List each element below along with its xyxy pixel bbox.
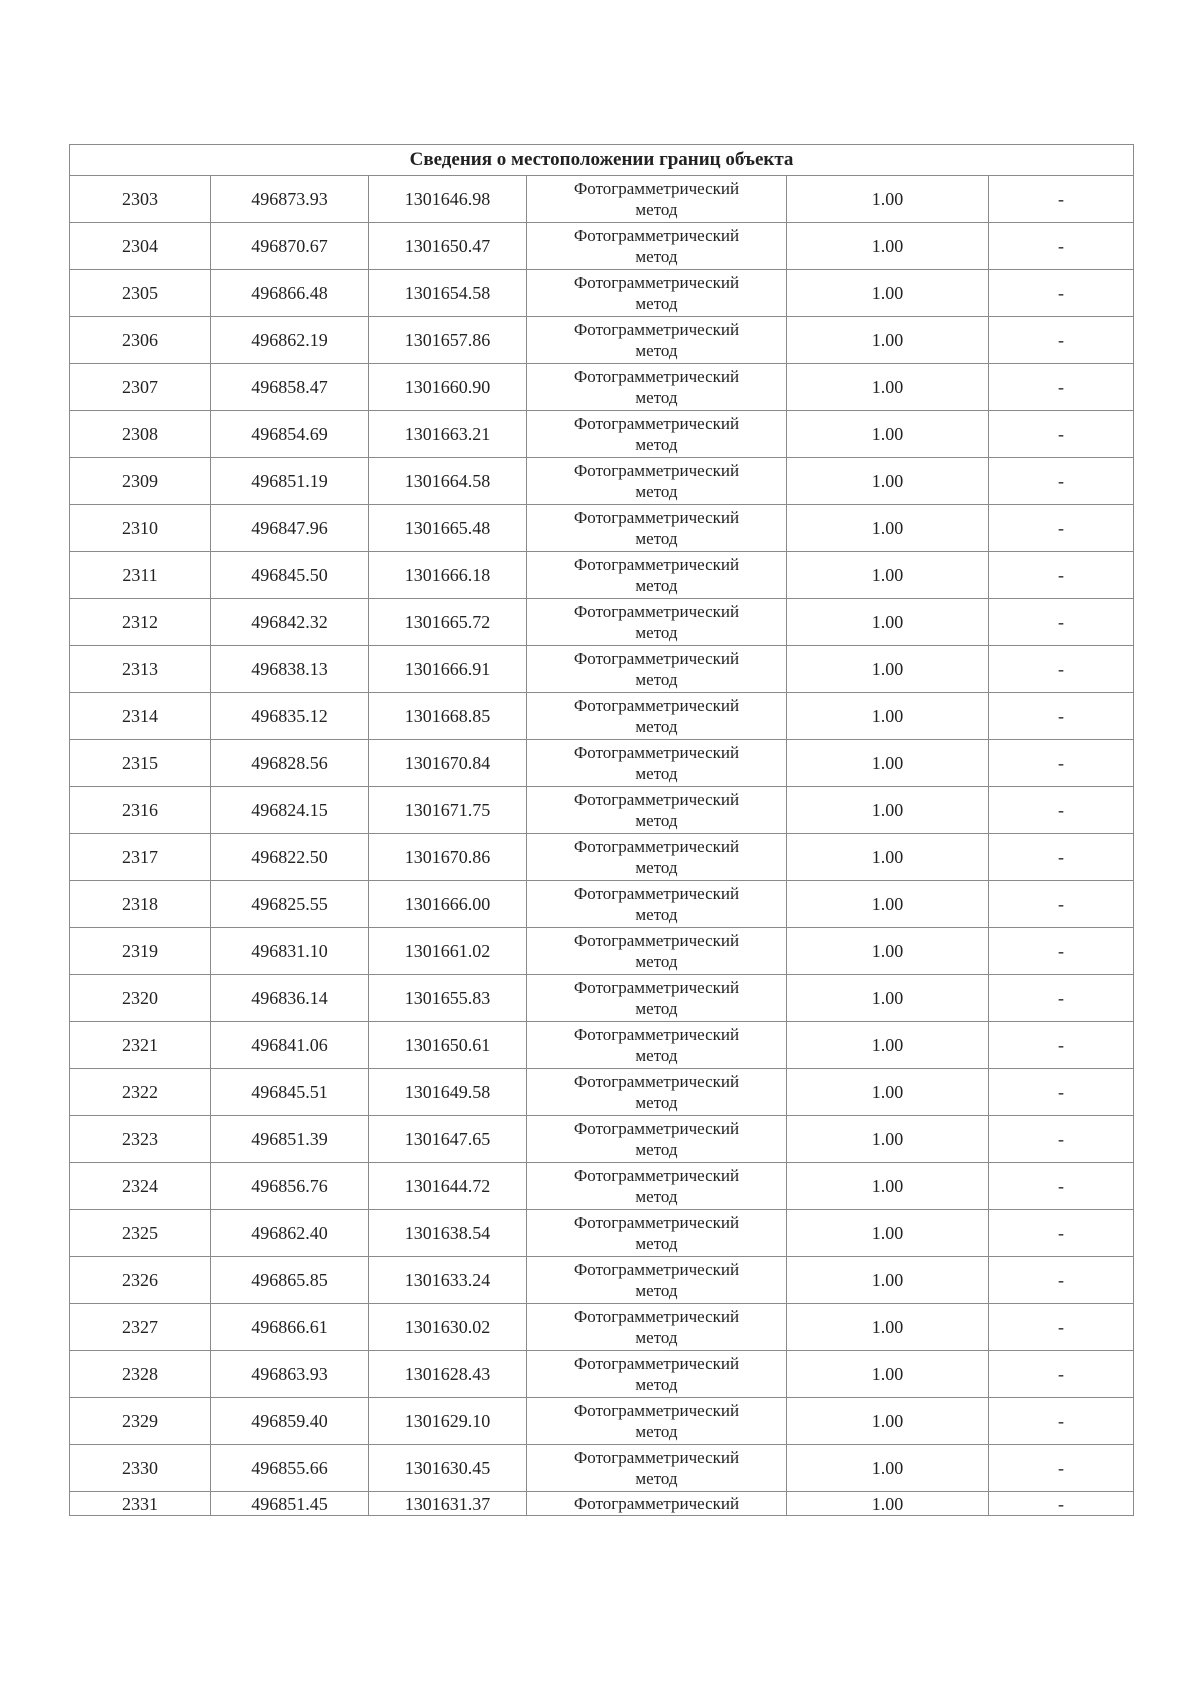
method-cell — [527, 693, 787, 740]
method-cell — [527, 599, 787, 646]
point-number-cell: 2311 — [70, 552, 211, 599]
accuracy-cell: 1.00 — [787, 458, 989, 505]
x-coordinate-cell: 496873.93 — [211, 176, 369, 223]
table-title-row — [70, 145, 1134, 176]
method-line-2: метод — [635, 1046, 678, 1065]
x-coordinate-cell: 496838.13 — [211, 646, 369, 693]
method-line-2: метод — [635, 1422, 678, 1441]
method-cell — [527, 270, 787, 317]
method-cell — [527, 1163, 787, 1210]
point-number-cell: 2305 — [70, 270, 211, 317]
accuracy-cell: 1.00 — [787, 317, 989, 364]
method-cell — [527, 787, 787, 834]
method-cell — [527, 552, 787, 599]
point-number-cell: 2318 — [70, 881, 211, 928]
y-coordinate-cell: 1301660.90 — [369, 364, 527, 411]
point-number-cell: 2321 — [70, 1022, 211, 1069]
accuracy-cell: 1.00 — [787, 1304, 989, 1351]
accuracy-cell: 1.00 — [787, 787, 989, 834]
method-line-2: метод — [635, 576, 678, 595]
accuracy-cell: 1.00 — [787, 1257, 989, 1304]
note-cell: - — [989, 270, 1134, 317]
accuracy-cell: 1.00 — [787, 505, 989, 552]
y-coordinate-cell: 1301666.91 — [369, 646, 527, 693]
table-row — [70, 505, 1134, 552]
note-cell: - — [989, 1304, 1134, 1351]
table-row — [70, 834, 1134, 881]
table-row — [70, 1445, 1134, 1492]
method-cell — [527, 1257, 787, 1304]
method-cell — [527, 740, 787, 787]
note-cell: - — [989, 1022, 1134, 1069]
boundary-coordinates-table — [69, 144, 1134, 1516]
method-line-2: метод — [635, 905, 678, 924]
note-cell: - — [989, 975, 1134, 1022]
point-number-cell: 2314 — [70, 693, 211, 740]
point-number-cell: 2313 — [70, 646, 211, 693]
method-line-2: метод — [635, 952, 678, 971]
table-row — [70, 1210, 1134, 1257]
y-coordinate-cell: 1301668.85 — [369, 693, 527, 740]
method-line-1: Фотограмметрический — [573, 273, 740, 292]
method-cell — [527, 1210, 787, 1257]
y-coordinate-cell: 1301654.58 — [369, 270, 527, 317]
y-coordinate-cell: 1301647.65 — [369, 1116, 527, 1163]
point-number-cell: 2319 — [70, 928, 211, 975]
x-coordinate-cell: 496870.67 — [211, 223, 369, 270]
point-number-cell: 2308 — [70, 411, 211, 458]
accuracy-cell: 1.00 — [787, 599, 989, 646]
y-coordinate-cell: 1301665.48 — [369, 505, 527, 552]
table-row — [70, 881, 1134, 928]
method-line-2: метод — [635, 1093, 678, 1112]
note-cell: - — [989, 1445, 1134, 1492]
x-coordinate-cell: 496835.12 — [211, 693, 369, 740]
method-line-1: Фотограмметрический — [573, 790, 740, 809]
method-line-1: Фотограмметрический — [573, 1072, 740, 1091]
point-number-cell: 2312 — [70, 599, 211, 646]
x-coordinate-cell: 496847.96 — [211, 505, 369, 552]
note-cell: - — [989, 411, 1134, 458]
y-coordinate-cell: 1301663.21 — [369, 411, 527, 458]
point-number-cell: 2323 — [70, 1116, 211, 1163]
y-coordinate-cell: 1301630.45 — [369, 1445, 527, 1492]
method-cell — [527, 1445, 787, 1492]
y-coordinate-cell: 1301657.86 — [369, 317, 527, 364]
point-number-cell: 2315 — [70, 740, 211, 787]
method-cell — [527, 364, 787, 411]
method-cell — [527, 1116, 787, 1163]
accuracy-cell: 1.00 — [787, 928, 989, 975]
accuracy-cell: 1.00 — [787, 223, 989, 270]
y-coordinate-cell: 1301664.58 — [369, 458, 527, 505]
y-coordinate-cell: 1301671.75 — [369, 787, 527, 834]
method-cell — [527, 1304, 787, 1351]
point-number-cell: 2326 — [70, 1257, 211, 1304]
method-line-1: Фотограмметрический — [573, 1448, 740, 1467]
method-line-1: Фотограмметрический — [573, 367, 740, 386]
method-cell — [527, 176, 787, 223]
method-line-2: метод — [635, 717, 678, 736]
method-line-2: метод — [635, 1469, 678, 1488]
method-line-1: Фотограмметрический — [573, 179, 740, 198]
accuracy-cell: 1.00 — [787, 881, 989, 928]
method-line-1: Фотограмметрический — [573, 1213, 740, 1232]
x-coordinate-cell: 496825.55 — [211, 881, 369, 928]
method-line-2: метод — [635, 1234, 678, 1253]
method-line-2: метод — [635, 529, 678, 548]
point-number-cell: 2310 — [70, 505, 211, 552]
note-cell: - — [989, 881, 1134, 928]
accuracy-cell: 1.00 — [787, 1492, 989, 1516]
y-coordinate-cell: 1301633.24 — [369, 1257, 527, 1304]
table-row — [70, 646, 1134, 693]
method-line-1: Фотограмметрический — [573, 649, 740, 668]
method-cell — [527, 646, 787, 693]
note-cell: - — [989, 223, 1134, 270]
method-line-1: Фотограмметрический — [573, 414, 740, 433]
y-coordinate-cell: 1301670.86 — [369, 834, 527, 881]
x-coordinate-cell: 496862.40 — [211, 1210, 369, 1257]
method-line-1: Фотограмметрический — [573, 1166, 740, 1185]
point-number-cell: 2317 — [70, 834, 211, 881]
table-row — [70, 740, 1134, 787]
point-number-cell: 2324 — [70, 1163, 211, 1210]
method-line-1: Фотограмметрический — [573, 602, 740, 621]
table-row — [70, 975, 1134, 1022]
y-coordinate-cell: 1301655.83 — [369, 975, 527, 1022]
y-coordinate-cell: 1301670.84 — [369, 740, 527, 787]
note-cell: - — [989, 1257, 1134, 1304]
y-coordinate-cell: 1301629.10 — [369, 1398, 527, 1445]
method-line-1: Фотограмметрический — [573, 320, 740, 339]
x-coordinate-cell: 496828.56 — [211, 740, 369, 787]
method-cell — [527, 881, 787, 928]
method-line-1: Фотограмметрический — [573, 931, 740, 950]
x-coordinate-cell: 496855.66 — [211, 1445, 369, 1492]
point-number-cell: 2331 — [70, 1492, 211, 1516]
x-coordinate-cell: 496851.19 — [211, 458, 369, 505]
method-cell — [527, 1351, 787, 1398]
method-line-2: метод — [635, 670, 678, 689]
method-cell — [527, 223, 787, 270]
method-cell — [527, 1492, 787, 1516]
accuracy-cell: 1.00 — [787, 1210, 989, 1257]
accuracy-cell: 1.00 — [787, 1163, 989, 1210]
method-line-1: Фотограмметрический — [573, 555, 740, 574]
method-line-2: метод — [635, 294, 678, 313]
point-number-cell: 2309 — [70, 458, 211, 505]
method-line-2: метод — [635, 341, 678, 360]
note-cell: - — [989, 693, 1134, 740]
point-number-cell: 2320 — [70, 975, 211, 1022]
method-cell — [527, 1069, 787, 1116]
method-line-1: Фотограмметрический — [573, 978, 740, 997]
y-coordinate-cell: 1301661.02 — [369, 928, 527, 975]
note-cell: - — [989, 317, 1134, 364]
note-cell: - — [989, 364, 1134, 411]
table-row — [70, 317, 1134, 364]
x-coordinate-cell: 496831.10 — [211, 928, 369, 975]
accuracy-cell: 1.00 — [787, 1351, 989, 1398]
accuracy-cell: 1.00 — [787, 1398, 989, 1445]
method-line-2: метод — [635, 247, 678, 266]
note-cell: - — [989, 646, 1134, 693]
method-cell — [527, 975, 787, 1022]
table-row — [70, 928, 1134, 975]
y-coordinate-cell: 1301650.47 — [369, 223, 527, 270]
point-number-cell: 2329 — [70, 1398, 211, 1445]
point-number-cell: 2316 — [70, 787, 211, 834]
method-cell — [527, 834, 787, 881]
note-cell: - — [989, 1069, 1134, 1116]
method-line-1: Фотограмметрический — [573, 1401, 740, 1420]
accuracy-cell: 1.00 — [787, 1445, 989, 1492]
y-coordinate-cell: 1301628.43 — [369, 1351, 527, 1398]
table-row — [70, 1257, 1134, 1304]
method-line-2: метод — [635, 1328, 678, 1347]
accuracy-cell: 1.00 — [787, 646, 989, 693]
accuracy-cell: 1.00 — [787, 1069, 989, 1116]
note-cell: - — [989, 1492, 1134, 1516]
x-coordinate-cell: 496845.50 — [211, 552, 369, 599]
point-number-cell: 2325 — [70, 1210, 211, 1257]
method-line-1: Фотограмметрический — [573, 1260, 740, 1279]
x-coordinate-cell: 496851.39 — [211, 1116, 369, 1163]
table-row — [70, 1398, 1134, 1445]
note-cell: - — [989, 599, 1134, 646]
method-line-2: метод — [635, 1187, 678, 1206]
note-cell: - — [989, 552, 1134, 599]
table-title: Сведения о местоположении границ объекта — [70, 145, 1134, 176]
x-coordinate-cell: 496845.51 — [211, 1069, 369, 1116]
point-number-cell: 2330 — [70, 1445, 211, 1492]
table-row — [70, 1069, 1134, 1116]
table-row — [70, 1351, 1134, 1398]
table-row — [70, 552, 1134, 599]
x-coordinate-cell: 496866.61 — [211, 1304, 369, 1351]
method-line-2: метод — [635, 1375, 678, 1394]
accuracy-cell: 1.00 — [787, 740, 989, 787]
method-line-1: Фотограмметрический — [573, 1307, 740, 1326]
method-line-1: Фотограмметрический — [573, 226, 740, 245]
table-row — [70, 599, 1134, 646]
method-line-2: метод — [635, 1281, 678, 1300]
y-coordinate-cell: 1301666.00 — [369, 881, 527, 928]
method-line-1: Фотограмметрический — [573, 743, 740, 762]
accuracy-cell: 1.00 — [787, 176, 989, 223]
point-number-cell: 2306 — [70, 317, 211, 364]
method-line-2: метод — [635, 435, 678, 454]
accuracy-cell: 1.00 — [787, 411, 989, 458]
note-cell: - — [989, 1398, 1134, 1445]
note-cell: - — [989, 176, 1134, 223]
method-line-2: метод — [635, 999, 678, 1018]
method-line-1: Фотограмметрический — [573, 1025, 740, 1044]
note-cell: - — [989, 834, 1134, 881]
table-row — [70, 176, 1134, 223]
point-number-cell: 2307 — [70, 364, 211, 411]
note-cell: - — [989, 1163, 1134, 1210]
method-line-1: Фотограмметрический — [573, 1354, 740, 1373]
method-cell — [527, 411, 787, 458]
table-row — [70, 270, 1134, 317]
method-line-2: метод — [635, 623, 678, 642]
accuracy-cell: 1.00 — [787, 364, 989, 411]
method-line-2: метод — [635, 482, 678, 501]
table-row — [70, 693, 1134, 740]
note-cell: - — [989, 787, 1134, 834]
method-cell — [527, 1022, 787, 1069]
x-coordinate-cell: 496866.48 — [211, 270, 369, 317]
y-coordinate-cell: 1301631.37 — [369, 1492, 527, 1516]
y-coordinate-cell: 1301665.72 — [369, 599, 527, 646]
table-row — [70, 411, 1134, 458]
y-coordinate-cell: 1301649.58 — [369, 1069, 527, 1116]
method-line-2: метод — [635, 858, 678, 877]
method-line-1: Фотограмметрический — [573, 1493, 740, 1513]
x-coordinate-cell: 496865.85 — [211, 1257, 369, 1304]
table-row — [70, 1163, 1134, 1210]
x-coordinate-cell: 496822.50 — [211, 834, 369, 881]
method-cell — [527, 505, 787, 552]
x-coordinate-cell: 496859.40 — [211, 1398, 369, 1445]
point-number-cell: 2327 — [70, 1304, 211, 1351]
y-coordinate-cell: 1301646.98 — [369, 176, 527, 223]
method-line-2: метод — [635, 200, 678, 219]
accuracy-cell: 1.00 — [787, 270, 989, 317]
point-number-cell: 2303 — [70, 176, 211, 223]
note-cell: - — [989, 458, 1134, 505]
point-number-cell: 2304 — [70, 223, 211, 270]
method-line-1: Фотограмметрический — [573, 1119, 740, 1138]
y-coordinate-cell: 1301650.61 — [369, 1022, 527, 1069]
table-row — [70, 787, 1134, 834]
accuracy-cell: 1.00 — [787, 693, 989, 740]
method-line-1: Фотограмметрический — [573, 837, 740, 856]
x-coordinate-cell: 496863.93 — [211, 1351, 369, 1398]
method-line-1: Фотограмметрический — [573, 508, 740, 527]
accuracy-cell: 1.00 — [787, 1022, 989, 1069]
x-coordinate-cell: 496842.32 — [211, 599, 369, 646]
method-cell — [527, 1398, 787, 1445]
accuracy-cell: 1.00 — [787, 552, 989, 599]
note-cell: - — [989, 928, 1134, 975]
accuracy-cell: 1.00 — [787, 834, 989, 881]
note-cell: - — [989, 505, 1134, 552]
note-cell: - — [989, 1210, 1134, 1257]
accuracy-cell: 1.00 — [787, 975, 989, 1022]
x-coordinate-cell: 496824.15 — [211, 787, 369, 834]
x-coordinate-cell: 496854.69 — [211, 411, 369, 458]
y-coordinate-cell: 1301638.54 — [369, 1210, 527, 1257]
note-cell: - — [989, 740, 1134, 787]
table-row — [70, 364, 1134, 411]
table-row — [70, 223, 1134, 270]
accuracy-cell: 1.00 — [787, 1116, 989, 1163]
method-line-2: метод — [635, 388, 678, 407]
y-coordinate-cell: 1301666.18 — [369, 552, 527, 599]
y-coordinate-cell: 1301644.72 — [369, 1163, 527, 1210]
method-line-1: Фотограмметрический — [573, 461, 740, 480]
method-cell — [527, 458, 787, 505]
x-coordinate-cell: 496856.76 — [211, 1163, 369, 1210]
x-coordinate-cell: 496841.06 — [211, 1022, 369, 1069]
x-coordinate-cell: 496862.19 — [211, 317, 369, 364]
method-cell — [527, 928, 787, 975]
method-line-2: метод — [635, 811, 678, 830]
point-number-cell: 2328 — [70, 1351, 211, 1398]
y-coordinate-cell: 1301630.02 — [369, 1304, 527, 1351]
note-cell: - — [989, 1116, 1134, 1163]
table-row — [70, 1022, 1134, 1069]
table-row — [70, 1304, 1134, 1351]
table-row — [70, 458, 1134, 505]
x-coordinate-cell: 496851.45 — [211, 1492, 369, 1516]
note-cell: - — [989, 1351, 1134, 1398]
point-number-cell: 2322 — [70, 1069, 211, 1116]
method-line-2: метод — [635, 764, 678, 783]
x-coordinate-cell: 496836.14 — [211, 975, 369, 1022]
table-row — [70, 1116, 1134, 1163]
method-line-2: метод — [635, 1140, 678, 1159]
x-coordinate-cell: 496858.47 — [211, 364, 369, 411]
method-line-1: Фотограмметрический — [573, 696, 740, 715]
table-row — [70, 1492, 1134, 1516]
method-cell — [527, 317, 787, 364]
method-line-1: Фотограмметрический — [573, 884, 740, 903]
